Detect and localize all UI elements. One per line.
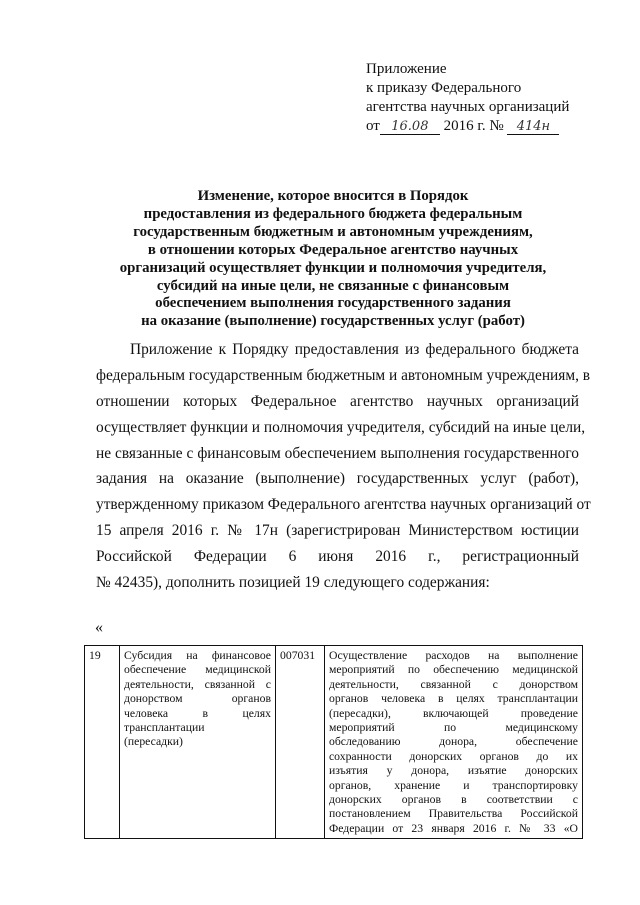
appendix-header (366, 60, 606, 136)
title-line: на оказание (выполнение) государственных услуг (работ) (141, 313, 525, 330)
paragraph-line: задания на оказание (выполнение) государственных услуг (работ), (96, 470, 579, 488)
subsidy-code-cell: 007031 (276, 646, 325, 839)
body-paragraph (96, 337, 591, 596)
paragraph-line: утвержденному приказом Федерального агентства научных организаций от (96, 496, 591, 514)
cell-line: Осуществление расходов на выполнение (329, 649, 578, 662)
cell-line: трансплантации (124, 721, 205, 735)
paragraph-line: отношении которых Федеральное агентство научных организаций (96, 392, 579, 410)
cell-line: органов человека в целях трансплантации (329, 692, 578, 706)
position-table (84, 645, 583, 839)
cell-line: изъятия у донора, изъятие донорских (329, 764, 578, 778)
order-date-line (366, 117, 606, 136)
cell-line: деятельности, связанной с (124, 677, 271, 691)
paragraph-line: не связанные с финансовым обеспечением выполнения государственного (96, 444, 579, 462)
table-row (85, 646, 583, 839)
handwritten-order-number: 414н (507, 119, 559, 135)
title-line: субсидий на иные цели, не связанные с финансовым (156, 277, 510, 294)
title-line: в отношении которых Федеральное агентство научных (147, 241, 519, 258)
header-line: Приложение (366, 61, 447, 77)
header-line: агентства научных организаций (366, 99, 570, 115)
cell-line: (пересадки) (124, 735, 183, 749)
cell-line: обследованию донора, обеспечение (329, 735, 578, 749)
paragraph-line: Приложение к Порядку предоставления из федерального бюджета (130, 341, 579, 358)
position-number-cell: 19 (85, 646, 120, 839)
date-prefix: от (366, 118, 380, 134)
cell-line: человека в целях (124, 706, 271, 720)
title-line: Изменение, которое вносится в Порядок (197, 188, 469, 204)
paragraph-line: федеральным государственным бюджетным и автономным учреждениям, в (96, 366, 591, 384)
cell-line: мероприятий по обеспечению медицинской (329, 663, 578, 677)
paragraph-line: осуществляет функции и полномочия учредителя, субсидий на иные цели, (96, 418, 586, 436)
title-line: организаций осуществляет функции и полномочия учредителя, (119, 259, 547, 276)
header-line: к приказу Федерального (366, 80, 522, 96)
title-line: обеспечением выполнения государственного задания (155, 295, 511, 312)
cell-line: сохранности донорских органов до их (329, 749, 578, 763)
handwritten-date: 16.08 (380, 119, 440, 135)
paragraph-line: 15 апреля 2016 г. № 17н (зарегистрирован Министерством юстиции (96, 522, 579, 540)
cell-line: Субсидия на финансовое (124, 649, 271, 662)
cell-line: мероприятий по медицинскому (329, 721, 578, 735)
cell-line: органов, хранение и транспортировку (329, 778, 578, 792)
cell-line: деятельности, связанной с донорством (329, 677, 578, 691)
cell-line: (пересадки), включающей проведение (329, 706, 578, 720)
document-title (100, 188, 566, 331)
title-line: государственным бюджетным и автономным учреждениям, (133, 223, 533, 240)
title-line: предоставления из федерального бюджета федеральным (143, 205, 523, 222)
year-number-label: 2016 г. № (443, 118, 504, 134)
paragraph-line: № 42435), дополнить позицией 19 следующего содержания: (96, 574, 490, 592)
cell-line: донорством органов (124, 692, 271, 706)
cell-line: Федерации от 23 января 2016 г. № 33 «О (329, 821, 578, 835)
cell-line: донорских органов в соответствии с (329, 793, 578, 807)
subsidy-description-cell (325, 646, 583, 839)
opening-quote: « (95, 619, 103, 636)
cell-line: обеспечение медицинской (124, 663, 271, 677)
subsidy-name-cell (120, 646, 276, 839)
cell-line: постановлением Правительства Российской (329, 807, 578, 821)
paragraph-line: Российской Федерации 6 июня 2016 г., регистрационный (96, 548, 579, 566)
